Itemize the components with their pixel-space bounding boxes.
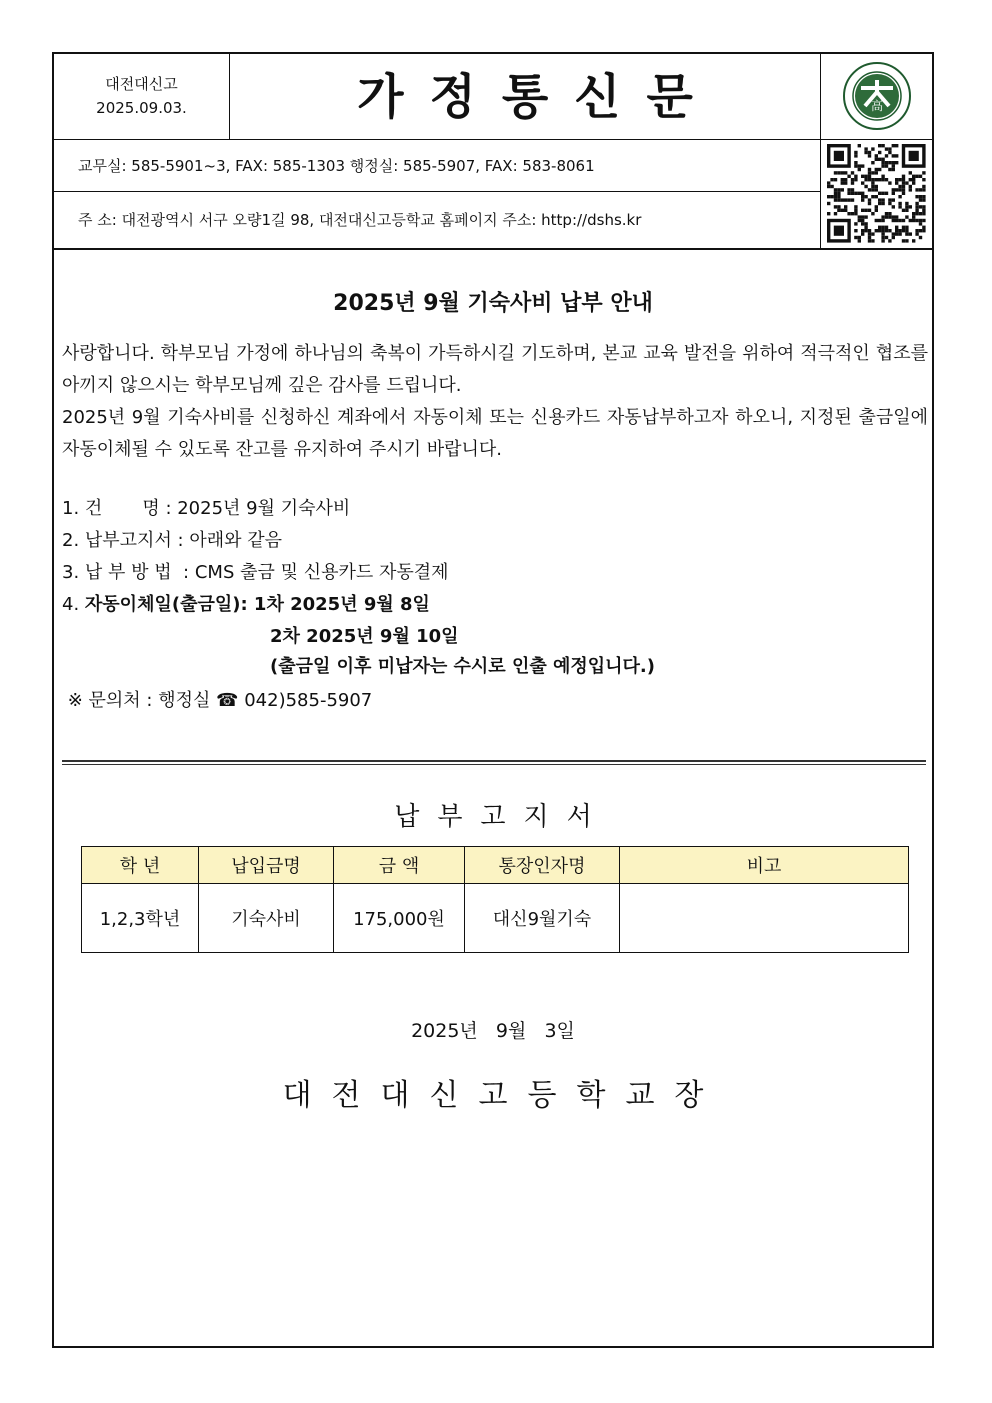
emblem-character: 高 (870, 99, 884, 113)
withdrawal-note: (출금일 이후 미납자는 수시로 인출 예정입니다.) (270, 656, 655, 677)
school-emblem-icon (821, 54, 933, 138)
address-info: 주 소: 대전광역시 서구 오량1길 98, 대전대신고등학교 홈페이지 주소: http://dshs.kr (78, 211, 642, 229)
document-frame (52, 52, 934, 1348)
cell-amount: 175,000원 (334, 884, 465, 953)
item-subject: 1. 건 명 : 2025년 9월 기숙사비 (62, 498, 351, 519)
payment-paragraph: 2025년 9월 기숙사비를 신청하신 계좌에서 자동이체 또는 신용카드 자동납부하고자 하오니, 지정된 출금일에 자동이체될 수 있도록 잔고를 유지하여 주시기 바랍니다. (62, 407, 928, 460)
signature-date: 2025년 9월 3일 (411, 1020, 575, 1042)
table-row (82, 884, 909, 953)
qr-code-icon[interactable] (821, 140, 933, 246)
cell-account-name: 대신9월기숙 (465, 884, 620, 953)
item-bill: 2. 납부고지서 : 아래와 같음 (62, 530, 283, 551)
header-grade: 학 년 (82, 847, 199, 884)
issue-date: 2025.09.03. (96, 99, 187, 117)
bill-table (81, 846, 909, 953)
bill-title: 납부고지서 (394, 802, 610, 832)
item-withdrawal-date (62, 590, 430, 620)
inquiry-contact: ※ 문의처 : 행정실 ☎ 042)585-5907 (62, 690, 373, 711)
qr-code[interactable] (820, 140, 934, 248)
item-method: 3. 납 부 방 법 : CMS 출금 및 신용카드 자동결제 (62, 562, 449, 583)
withdrawal-date-second: 2차 2025년 9월 10일 (270, 626, 459, 647)
cell-grade: 1,2,3학년 (82, 884, 199, 953)
cell-remarks (620, 884, 909, 953)
school-short-name: 대전대신고 (105, 75, 178, 93)
school-info (54, 54, 230, 140)
header-fee-name: 납입금명 (199, 847, 334, 884)
cell-fee-name: 기숙사비 (199, 884, 334, 953)
greeting-paragraph: 사랑합니다. 학부모님 가정에 하나님의 축복이 가득하시길 기도하며, 본교 교육 발전을 위하여 적극적인 협조를 아끼지 않으시는 학부모님께 깊은 감사를 드립니다. (62, 343, 928, 396)
contact-info: 교무실: 585-5901~3, FAX: 585-1303 행정실: 585-5907, FAX: 583-8061 (54, 140, 820, 192)
header-remarks: 비고 (620, 847, 909, 884)
principal-signature: 대전대신고등학교장 (282, 1078, 724, 1113)
letter-title: 가정통신문 (230, 54, 820, 140)
notice-heading: 2025년 9월 기숙사비 납부 안내 (333, 291, 653, 316)
school-logo (820, 54, 934, 140)
withdrawal-date-first: 자동이체일(출금일): 1차 2025년 9월 8일 (84, 594, 430, 615)
bill-table-header (82, 847, 909, 884)
header-amount: 금 액 (334, 847, 465, 884)
cut-line-divider (62, 760, 926, 765)
header-account-name: 통장인자명 (465, 847, 620, 884)
letterhead (54, 54, 932, 250)
item-number: 4. (62, 594, 85, 615)
